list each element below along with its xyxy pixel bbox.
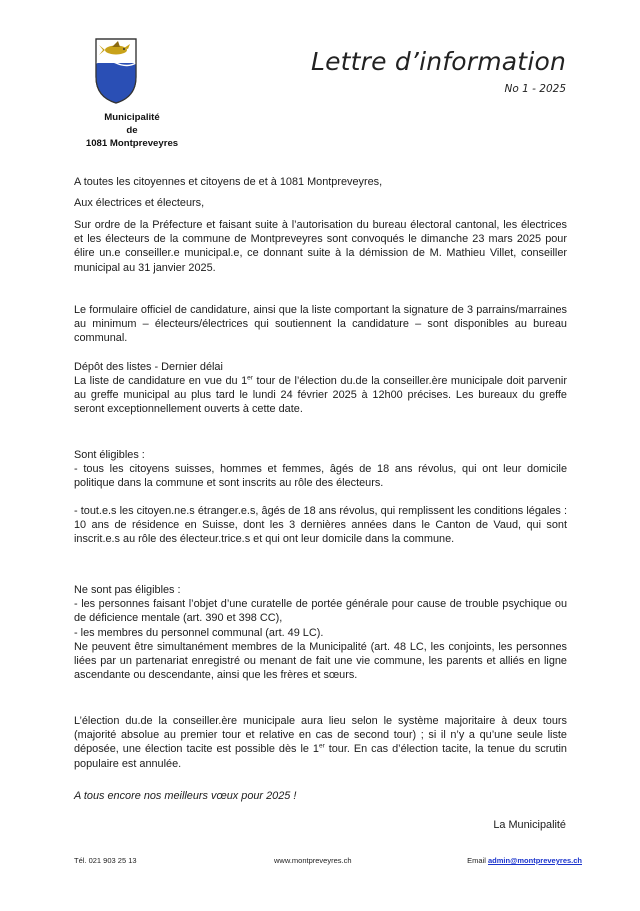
municipality-line: de [126, 125, 138, 136]
paragraph-candidature-form: Le formulaire officiel de candidature, ainsi que la liste comportant la signature de 3 parrains/marraines au minimum – électeurs/électrices qui soutiennent la candidature – sont disponibles au bureau communal. [74, 304, 567, 345]
not-eligible-item-staff: - les membres du personnel communal (art. 49 LC). [74, 627, 324, 639]
footer-email-block [467, 856, 582, 865]
eligible-heading: Sont éligibles : [74, 449, 145, 461]
not-eligible-note: Ne peuvent être simultanément membres de la Municipalité (art. 48 LC, les conjoints, les personnes liées par un partenariat enregistré ou menant de fait une vie commune, les parents et alliés en ligne ascendante ou descendante, ainsi que les frères et sœurs. [74, 641, 567, 682]
closing-wishes: A tous encore nos meilleurs vœux pour 2025 ! [74, 790, 297, 802]
greeting-citizens: A toutes les citoyennes et citoyens de et à 1081 Montpreveyres, [74, 176, 383, 188]
eligible-item-swiss: - tous les citoyens suisses, hommes et femmes, âgés de 18 ans révolus, qui ont leur domicile politique dans la commune et sont inscrits au rôle des électeurs. [74, 463, 567, 490]
letter-number: No 1 - 2025 [504, 83, 566, 95]
letter-title: Lettre d’information [310, 47, 566, 76]
eligible-item-foreigners: - tout.e.s les citoyen.ne.s étranger.e.s, âgés de 18 ans révolus, qui remplissent les conditions légales : 10 ans de résidence en Suisse, dont les 3 dernières années dans le Canton de Vaud, qui sont inscrit.e.s au rôle des électeur.trice.s et qui ont leur domicile dans la commune. [74, 505, 567, 546]
paragraph-convocation: Sur ordre de la Préfecture et faisant suite à l’autorisation du bureau électoral cantonal, les électrices et les électeurs de la commune de Montpreveyres sont convoqués le dimanche 23 mars 2025 pour élire un.e conseiller.e municipal.e, ce donnant suite à la démission de M. Mathieu Villet, conseiller municipal au 31 janvier 2025. [74, 219, 567, 274]
paragraph-election-system: L’élection du.de la conseiller.ère municipale aura lieu selon le système majoritaire à deux tours (majorité absolue au premier tour et relative en cas de second tour) ; si il n’y a qu’une seule liste déposée, une élection tacite est possible dès le 1er tour. En cas d’élection tacite, la tenue du scrutin populaire est annulée. [74, 715, 567, 770]
footer-email-link[interactable]: admin@montpreveyres.ch [487, 856, 582, 865]
municipal-coat-of-arms-icon [94, 37, 138, 105]
footer-email-label: Email [467, 856, 486, 865]
paragraph-deposit-deadline: La liste de candidature en vue du 1er tour de l’élection du.de la conseiller.ère municipale doit parvenir au greffe municipal au plus tard le lundi 24 février 2025 à 12h00 précises. Les bureaux du greffe seront exceptionnellement ouverts à cette date. [74, 374, 567, 416]
deposit-heading: Dépôt des listes - Dernier délai [74, 361, 223, 373]
municipality-line: Municipalité [104, 112, 160, 123]
signature: La Municipalité [493, 819, 566, 831]
not-eligible-heading: Ne sont pas éligibles : [74, 584, 181, 596]
footer-phone: Tél. 021 903 25 13 [74, 856, 137, 865]
municipality-name-block [66, 111, 198, 150]
greeting-voters: Aux électrices et électeurs, [74, 197, 205, 209]
not-eligible-item-curatorship: - les personnes faisant l’objet d’une curatelle de portée générale pour cause de trouble psychique ou de déficience mentale (art. 390 et 398 CC), [74, 598, 567, 625]
municipality-line: 1081 Montpreveyres [85, 138, 179, 149]
footer-website[interactable]: www.montpreveyres.ch [274, 856, 352, 865]
